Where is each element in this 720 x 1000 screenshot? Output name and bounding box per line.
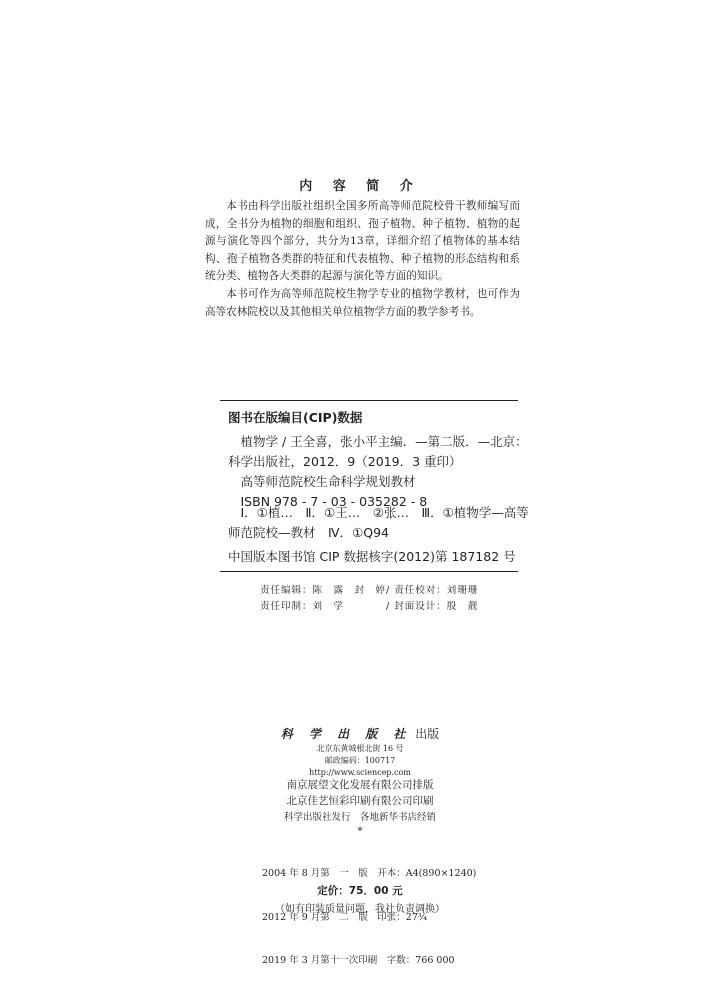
cip-class-line: Ⅰ．①植… Ⅱ．①王… ②张… Ⅲ．①植物学—高等 [228, 505, 529, 520]
price: 定价：75．00 元 [317, 885, 403, 897]
summary-paragraph: 本书由科学出版社组织全国多所高等师范院校骨干教师编写而成，全书分为植物的细胞和组织、孢子植物、种子植物、植物的起源与演化等四个部分，共分为13章，详细介绍了植物体的基本结构、孢子植物各类群的特征和代表植物、种子植物的形态结构和系统分类、植物各大类群的起源与演化等方面的知识。 [205, 200, 520, 283]
summary-title: 内 容 简 介 [299, 179, 421, 194]
edition-line: 2012 年 9 月第 二 版 印张：27¾ [262, 911, 428, 923]
cip-bottom-rule [220, 571, 518, 572]
responsibility-line: 责任编辑：陈 露 封 婷/ 责任校对：刘珊珊 [260, 585, 479, 596]
publisher-address: 北京东黄城根北街 16 号 [316, 744, 404, 753]
cip-line: 科学出版社，2012．9（2019．3 重印） [228, 454, 462, 469]
cip-line: 高等师范院校生命科学规划教材 [228, 474, 416, 489]
publisher-url: http://www.sciencep.com [309, 768, 411, 777]
publisher-name: 科 学 出 版 社 [280, 727, 412, 741]
summary-body [205, 198, 520, 321]
publisher-suffix: 出版 [415, 727, 440, 741]
cip-top-rule [220, 400, 518, 401]
publisher-line [0, 725, 720, 742]
cip-class-line: 师范院校—教材 Ⅳ．①Q94 [228, 525, 389, 540]
separator-star: * [357, 826, 363, 837]
cip-block [228, 432, 528, 512]
typeset-line: 南京展望文化发展有限公司排版 [286, 779, 434, 791]
cip-heading: 图书在版编目(CIP)数据 [228, 410, 363, 425]
cip-classification [228, 503, 528, 543]
cip-line: 植物学 / 王全喜，张小平主编．—第二版．—北京： [228, 434, 528, 449]
cip-line: ISBN 978 - 7 - 03 - 035282 - 8 [228, 494, 428, 509]
edition-line: 2004 年 8 月第 一 版 开本：A4(890×1240) [262, 868, 477, 879]
distribution-line: 科学出版社发行 各地新华书店经销 [283, 812, 436, 823]
edition-line: 2019 年 3 月第十一次印刷 字数：766 000 [262, 955, 455, 966]
printer-line: 北京佳艺恒彩印刷有限公司印刷 [286, 795, 434, 807]
summary-paragraph: 本书可作为高等师范院校生物学专业的植物学教材，也可作为高等农林院校以及其他相关单位植物学方面的教学参考书。 [205, 287, 520, 318]
quality-notice: （如有印装质量问题，我社负责调换） [275, 904, 445, 915]
responsibility-line: 责任印制：刘 学 / 封面设计：殷 靓 [260, 601, 479, 612]
cip-record: 中国版本图书馆 CIP 数据核字(2012)第 187182 号 [228, 549, 516, 564]
publisher-postcode: 邮政编码：100717 [324, 756, 396, 765]
